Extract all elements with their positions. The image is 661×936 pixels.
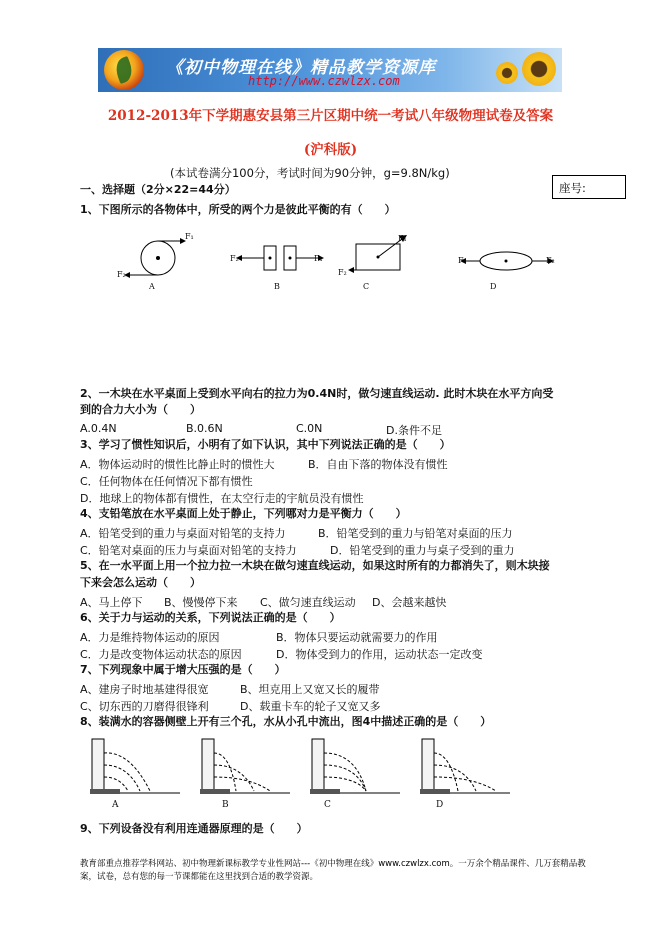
exam-title: 2012-2013年下学期惠安县第三片区期中统一考试八年级物理试卷及答案 xyxy=(107,108,554,124)
q5-option-c: C、做匀速直线运动 xyxy=(260,596,356,609)
q4-option-d: D．铅笔受到的重力与桌子受到的重力 xyxy=(330,544,515,557)
force-label: F₂ xyxy=(338,268,347,277)
figure-label-b: B xyxy=(222,800,229,810)
q4-option-b: B．铅笔受到的重力与铅笔对桌面的压力 xyxy=(318,527,513,540)
question-2: 2、一木块在水平桌面上受到水平向右的拉力为0.4N时，做匀速直线运动. 此时木块在水平方向受 xyxy=(80,387,554,400)
q1-force-diagrams xyxy=(108,228,568,298)
q1-figure-a xyxy=(124,238,186,278)
banner-url: http://www.czwlzx.com xyxy=(248,74,400,88)
question-8: 8、装满水的容器侧壁上开有三个孔，水从小孔中流出，图4中描述正确的是（ ） xyxy=(80,715,492,728)
question-9: 9、下列设备没有利用连通器原理的是（ ） xyxy=(80,822,308,835)
q4-option-a: A．铅笔受到的重力与桌面对铅笔的支持力 xyxy=(80,527,286,540)
figure-label-b: B xyxy=(274,282,280,291)
question-5-cont: 下来会怎么运动（ ） xyxy=(80,576,201,589)
q8-water-container-diagrams xyxy=(80,733,520,801)
figure-label-d: D xyxy=(490,282,497,291)
sunflower-icon xyxy=(496,62,518,84)
q8-figure-b xyxy=(200,739,290,794)
exam-info: (本试卷满分100分，考试时间为90分钟，g=9.8N/kg) xyxy=(170,166,450,180)
section-heading: 一、选择题（2分×22=44分） xyxy=(80,183,236,196)
question-1: 1、下图所示的各物体中，所受的两个力是彼此平衡的有（ ） xyxy=(80,203,396,216)
force-label: F₂ xyxy=(230,254,239,263)
figure-label-a: A xyxy=(112,800,119,810)
question-3: 3、学习了惯性知识后，小明有了如下认识，其中下列说法正确的是（ ） xyxy=(80,438,451,451)
q8-figure-a xyxy=(90,739,180,794)
q6-option-c: C．力是改变物体运动状态的原因 xyxy=(80,648,242,661)
question-5: 5、在一水平面上用一个拉力拉一木块在做匀速直线运动，如果这时所有的力都消失了，则木块接 xyxy=(80,559,550,572)
sunflower-icon xyxy=(522,52,556,86)
q2-option-d: D.条件不足 xyxy=(386,424,442,437)
q8-figure-c xyxy=(310,739,400,794)
question-2-cont: 到的合力大小为（ ） xyxy=(80,403,201,416)
q7-option-b: B、坦克用上又宽又长的履带 xyxy=(240,683,380,696)
q3-option-b: B．自由下落的物体没有惯性 xyxy=(308,458,448,471)
q2-option-c: C.0N xyxy=(296,422,323,435)
q3-option-c: C．任何物体在任何情况下都有惯性 xyxy=(80,475,253,488)
force-label: F₁ xyxy=(314,254,323,263)
force-label: F₂ xyxy=(117,270,126,279)
q6-option-a: A．力是维持物体运动的原因 xyxy=(80,631,220,644)
q1-figure-b xyxy=(236,246,324,270)
q7-option-a: A、建房子时地基建得很宽 xyxy=(80,683,209,696)
page-footer: 教育部重点推荐学科网站、初中物理新课标教学专业性网站---《初中物理在线》www.czwlzx.com。一万余个精品课件、几万套精品教案，试卷，总有您的每一节课都能在这里找到合适的教学资源。 xyxy=(80,859,586,882)
q3-option-a: A．物体运动时的惯性比静止时的惯性大 xyxy=(80,458,275,471)
q5-option-b: B、慢慢停下来 xyxy=(164,596,238,609)
q3-option-d: D．地球上的物体都有惯性，在太空行走的宇航员没有惯性 xyxy=(80,492,364,505)
figure-label-a: A xyxy=(149,282,155,291)
figure-label-c: C xyxy=(324,800,331,810)
force-label: F₂ xyxy=(546,256,555,265)
q4-option-c: C．铅笔对桌面的压力与桌面对铅笔的支持力 xyxy=(80,544,297,557)
q1-figure-d xyxy=(460,252,554,270)
q7-option-c: C、切东西的刀磨得很锋利 xyxy=(80,700,209,713)
q7-option-d: D、载重卡车的轮子又宽又多 xyxy=(240,700,381,713)
site-banner xyxy=(98,48,562,92)
banner-title: 《初中物理在线》精品教学资源库 xyxy=(166,58,436,78)
question-6: 6、关于力与运动的关系，下列说法正确的是（ ） xyxy=(80,611,341,624)
figure-label-d: D xyxy=(436,800,444,810)
seat-number-box: 座号: xyxy=(552,175,626,199)
q6-option-d: D．物体受到力的作用，运动状态一定改变 xyxy=(276,648,483,661)
force-label: F₁ xyxy=(398,234,407,243)
question-7: 7、下列现象中属于增大压强的是（ ） xyxy=(80,663,286,676)
q6-option-b: B．物体只要运动就需要力的作用 xyxy=(276,631,438,644)
q5-option-a: A、马上停下 xyxy=(80,596,143,609)
question-4: 4、支铅笔放在水平桌面上处于静止，下列哪对力是平衡力（ ） xyxy=(80,507,407,520)
q8-figure-d xyxy=(420,739,510,794)
q2-option-b: B.0.6N xyxy=(186,422,223,435)
force-label: F₁ xyxy=(458,256,467,265)
exam-subtitle: (沪科版) xyxy=(303,142,358,158)
force-label: F₁ xyxy=(185,232,194,241)
q2-option-a: A.0.4N xyxy=(80,422,117,435)
figure-label-c: C xyxy=(363,282,370,291)
q5-option-d: D、会越来越快 xyxy=(372,596,447,609)
